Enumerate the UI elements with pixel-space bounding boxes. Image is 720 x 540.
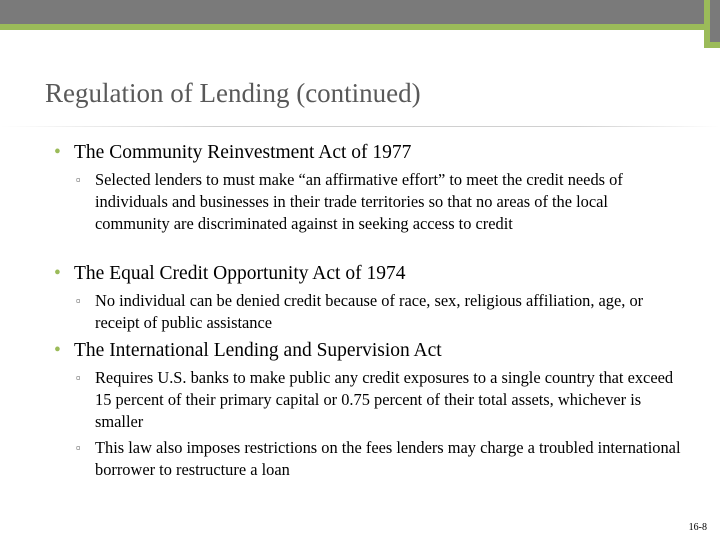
bullet-heading: The Community Reinvestment Act of 1977	[74, 142, 412, 163]
sub-bullet-text: Selected lenders to must make “an affirmative effort” to meet the credit needs of individuals and businesses in their trade territories so that no areas of the local community are discriminated against in seeking access to credit	[95, 170, 623, 233]
sub-bullet-item	[76, 290, 696, 334]
bullet-icon: •	[54, 142, 61, 163]
slide-title: Regulation of Lending (continued)	[45, 78, 421, 108]
sub-bullet-item	[76, 169, 696, 257]
title-divider	[0, 126, 720, 127]
sub-bullet-text: Requires U.S. banks to make public any credit exposures to a single country that exceed 15 percent of their primary capital or 0.75 percent of their total assets, whichever is smaller	[95, 368, 674, 431]
sub-bullet-item	[76, 367, 696, 433]
sub-bullet-icon: ▫	[76, 293, 81, 308]
bullet-icon: •	[54, 263, 61, 284]
page-number: 16-8	[688, 522, 707, 533]
top-header-bar	[0, 0, 720, 24]
right-header-tab	[710, 0, 720, 42]
bullet-icon: •	[54, 340, 61, 361]
sub-bullet-text: This law also imposes restrictions on the fees lenders may charge a troubled international borrower to restructure a loan	[95, 438, 681, 479]
sub-bullet-icon: ▫	[76, 172, 81, 187]
sub-bullet-text: No individual can be denied credit because of race, sex, religious affiliation, age, or receipt of public assistance	[95, 291, 644, 332]
bullet-heading: The International Lending and Supervision Act	[74, 340, 442, 361]
sub-bullet-icon: ▫	[76, 370, 81, 385]
bullet-heading: The Equal Credit Opportunity Act of 1974	[74, 263, 406, 284]
sub-bullet-item	[76, 437, 696, 481]
sub-bullet-icon: ▫	[76, 440, 81, 455]
